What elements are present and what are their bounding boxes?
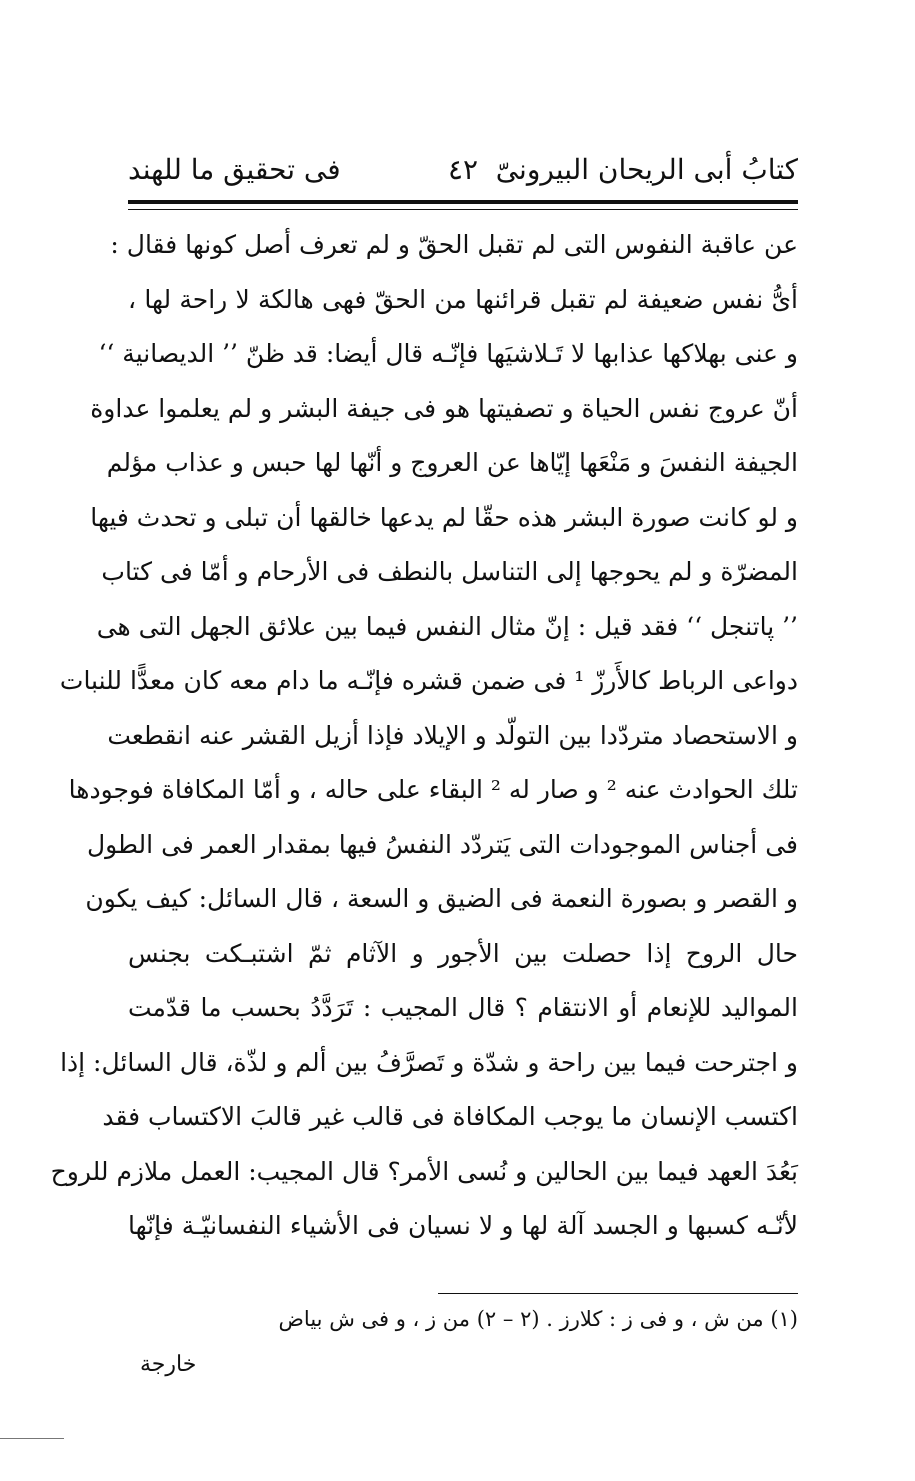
main-text (50, 218, 798, 1254)
catchword: خارجة (140, 1352, 197, 1377)
page-number: ٤٢ (447, 153, 479, 186)
text-line: المواليد للإنعام أو الانتقام ؟ قال المجيب : تَرَدَّدُ بحسب ما قدّمت (128, 993, 798, 1022)
footnote-rule (438, 1293, 798, 1294)
running-header (128, 150, 798, 194)
text-line: بَعُدَ العهد فيما بين الحالين و نُسى الأمر؟ قال المجيب: العمل ملازم للروح (50, 1156, 798, 1186)
text-line: و الاستحصاد متردّدا بين التولّد و الإيلاد فإذا أزيل القشر عنه انقطعت (107, 720, 798, 750)
text-line: عن عاقبة النفوس التى لم تقبل الحقّ و لم تعرف أصل كونها فقال : (110, 230, 798, 259)
footnote: (١) من ش ، و فى ز : كلارز . (٢ – ٢) من ز ، و فى ش بياض (278, 1307, 798, 1331)
text-line: أنّ عروج نفس الحياة و تصفيتها هو فى جيفة البشر و لم يعلموا عداوة (90, 393, 798, 423)
text-line: حال الروح إذا حصلت بين الأجور و الآثام ثمّ اشتبـكت بجنس (128, 938, 798, 968)
text-line: دواعى الرباط كالأَرزّ ¹ فى ضمن قشره فإنّـه ما دام معه كان معدًّا للنبات (59, 666, 798, 695)
header-book-title: كتابُ أبى الريحان البيرونىّ (495, 153, 798, 186)
header-section-title: فى تحقيق ما للهند (128, 153, 341, 186)
header-rule-thin (128, 209, 798, 210)
text-line: تلك الحوادث عنه ² و صار له ² البقاء على حاله ، و أمّا المكافاة فوجودها (68, 775, 798, 804)
text-line: لأنّـه كسبها و الجسد آلة لها و لا نسيان فى الأشياء النفسانيّـة فإنّها (128, 1211, 798, 1240)
scan-edge-mark (0, 1438, 64, 1439)
text-line: فى أجناس الموجودات التى يَتردّد النفسُ فيها بمقدار العمر فى الطول (86, 829, 798, 859)
text-line: ’’ پاتنجل ‘‘ فقد قيل : إنّ مثال النفس فيما بين علائق الجهل التى هى (96, 611, 798, 641)
text-line: و عنى بهلاكها عذابها لا تَـلاشيَها فإنّـه قال أيضا: قد ظنّ ’’ الديصانية ‘‘ (98, 339, 798, 368)
text-line: الجيفة النفسَ و مَنْعَها إيّاها عن العروج و أنّها لها حبس و عذاب مؤلم (106, 448, 798, 477)
text-line: اكتسب الإنسان ما يوجب المكافاة فى قالب غير قالبَ الاكتساب فقد (102, 1102, 798, 1131)
text-line: و اجترحت فيما بين راحة و شدّة و تَصرَّفُ بين ألم و لذّة، قال السائل: إذا (60, 1047, 798, 1077)
text-line: المضرّة و لم يحوجها إلى التناسل بالنطف فى الأرحام و أمّا فى كتاب (101, 557, 798, 586)
header-rule-thick (128, 200, 798, 204)
text-line: و لو كانت صورة البشر هذه حقّا لم يدعها خالقها أن تبلى و تحدث فيها (90, 502, 798, 532)
text-line: و القصر و بصورة النعمة فى الضيق و السعة ، قال السائل: كيف يكون (85, 884, 798, 913)
text-line: أىُّ نفس ضعيفة لم تقبل قرائنها من الحقّ فهى هالكة لا راحة لها ، (128, 284, 798, 314)
